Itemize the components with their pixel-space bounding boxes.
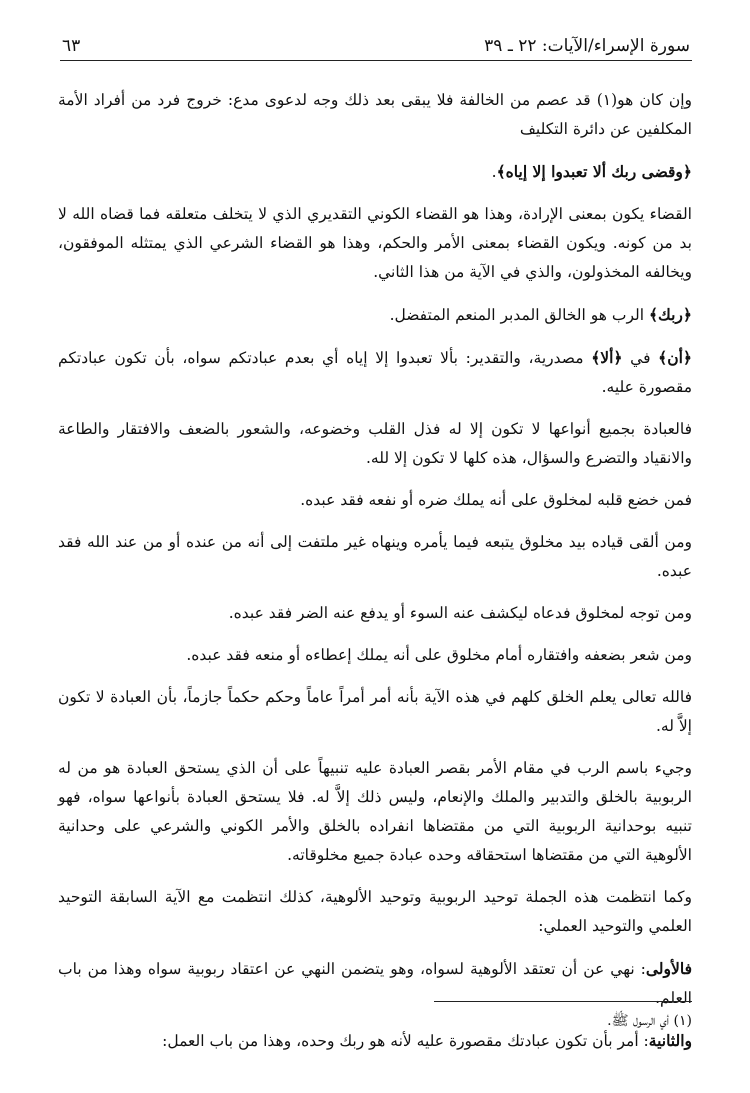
paragraph-gap bbox=[58, 870, 692, 883]
paragraph bbox=[58, 599, 692, 628]
paragraph-text: وكما انتظمت هذه الجملة توحيد الربوبية وتوحيد الألوهية، كذلك انتظمت مع الآية السابقة التوحيد العلمي والتوحيد العملي: bbox=[58, 888, 692, 935]
paragraph-gap bbox=[58, 402, 692, 415]
footnote-separator bbox=[434, 1001, 692, 1002]
paragraph-text: ومن توجه لمخلوق فدعاه ليكشف عنه السوء أو يدفع عنه الضر فقد عبده. bbox=[228, 604, 692, 622]
emphasis-text: ﴿ألا﴾ bbox=[591, 348, 623, 367]
emphasis-text: ﴿أن﴾ bbox=[658, 348, 692, 367]
paragraph-text: . bbox=[491, 163, 497, 181]
paragraph-text: مصدرية، والتقدير: بألا تعبدوا إلا إياه أي بعدم عبادتكم سواه، بأن تكون عبادتكم مقصورة عليه. bbox=[58, 349, 692, 396]
paragraph bbox=[58, 754, 692, 870]
paragraph bbox=[58, 486, 692, 515]
emphasis-text: ﴿ربك﴾ bbox=[648, 305, 692, 324]
running-title: سورة الإسراء/الآيات: ٢٢ ـ ٣٩ bbox=[484, 36, 690, 56]
paragraph bbox=[58, 954, 692, 1013]
body-text bbox=[58, 86, 692, 1056]
paragraph bbox=[58, 343, 692, 402]
paragraph bbox=[58, 528, 692, 586]
page-number: ٦٣ bbox=[62, 36, 81, 56]
paragraph-gap bbox=[58, 670, 692, 683]
paragraph bbox=[58, 300, 692, 330]
paragraph-text: فمن خضع قلبه لمخلوق على أنه يملك ضره أو نفعه فقد عبده. bbox=[300, 491, 692, 509]
paragraph bbox=[58, 415, 692, 473]
paragraph-gap bbox=[58, 741, 692, 754]
paragraph-text: وإن كان هو(١) قد عصم من الخالفة فلا يبقى بعد ذلك وجه لدعوى مدع: خروج فرد من أفراد الأمة المكلفين عن دائرة التكليف bbox=[58, 91, 693, 138]
paragraph-gap bbox=[58, 287, 692, 300]
paragraph-text: في bbox=[622, 349, 659, 367]
paragraph-text: وجيء باسم الرب في مقام الأمر بقصر العبادة عليه تنبيهاً على أن الذي يستحق العبادة هو من له الربوبية بالخلق والتدبير والملك والإنعام، وليس ذلك إلاَّ له. فلا يستحق العبادة بأنواعها سواه، فهو تنبيه بوحدانية الربوبية التي من مقتضاها انفراده بالخلق والأمر الكوني والشرعي على وحدانية الألوهية التي من مقتضاها استحقاقه وحده عبادة جميع مخلوقاته. bbox=[58, 759, 692, 864]
page-header bbox=[60, 30, 692, 61]
paragraph-gap bbox=[58, 144, 692, 157]
paragraph bbox=[58, 200, 692, 287]
paragraph-text: ومن شعر بضعفه وافتقاره أمام مخلوق على أنه يملك إعطاءه أو منعه فقد عبده. bbox=[186, 646, 692, 664]
emphasis-text: ﴿وقضى ربك ألا تعبدوا إلا إياه﴾ bbox=[496, 162, 692, 181]
paragraph-gap bbox=[58, 941, 692, 954]
footnote: (١) أي الرسول ﷺ. bbox=[607, 1013, 692, 1029]
paragraph-gap bbox=[58, 586, 692, 599]
paragraph-gap bbox=[58, 515, 692, 528]
paragraph bbox=[58, 641, 692, 670]
paragraph bbox=[58, 157, 692, 187]
paragraph-text: القضاء يكون بمعنى الإرادة، وهذا هو القضاء الكوني التقديري الذي لا يتخلف متعلقه فما قضاه الله لا بد من كونه. ويكون القضاء بمعنى الأمر والحكم، وهذا هو القضاء الشرعي الذي يمتثله الموفقون، ويخالفه المخذولون، والذي في الآية من هذا الثاني. bbox=[58, 205, 692, 281]
emphasis-text: فالأولى bbox=[645, 959, 692, 978]
paragraph bbox=[58, 86, 692, 144]
paragraph-text: : أمر بأن تكون عبادتك مقصورة عليه لأنه هو ربك وحده، وهذا من باب العمل: bbox=[162, 1032, 649, 1050]
paragraph bbox=[58, 883, 692, 941]
paragraph bbox=[58, 683, 692, 741]
paragraph-text: فالعبادة بجميع أنواعها لا تكون إلا له فذل القلب وخضوعه، والشعور بالضعف والافتقار والطاعة والانقياد والتضرع والسؤال، هذه كلها لا تكون إلا لله. bbox=[58, 420, 692, 467]
paragraph-text: : نهي عن أن تعتقد الألوهية لسواه، وهو يتضمن النهي عن اعتقاد ربوبية سواه وهذا من باب العلم. bbox=[58, 960, 692, 1007]
paragraph-text: فالله تعالى يعلم الخلق كلهم في هذه الآية بأنه أمر أمراً عاماً وحكم حكماً جازماً، بأن العبادة لا تكون إلاَّ له. bbox=[58, 688, 692, 735]
paragraph-text: ومن ألقى قياده بيد مخلوق يتبعه فيما يأمره وينهاه غير ملتفت إلى أنه من عنده أو من عند الله فقد عبده. bbox=[58, 533, 692, 580]
paragraph-gap bbox=[58, 187, 692, 200]
paragraph-gap bbox=[58, 628, 692, 641]
paragraph-text: الرب هو الخالق المدبر المنعم المتفضل. bbox=[389, 306, 649, 324]
emphasis-text: والثانية bbox=[648, 1031, 692, 1050]
paragraph-gap bbox=[58, 330, 692, 343]
paragraph-gap bbox=[58, 473, 692, 486]
